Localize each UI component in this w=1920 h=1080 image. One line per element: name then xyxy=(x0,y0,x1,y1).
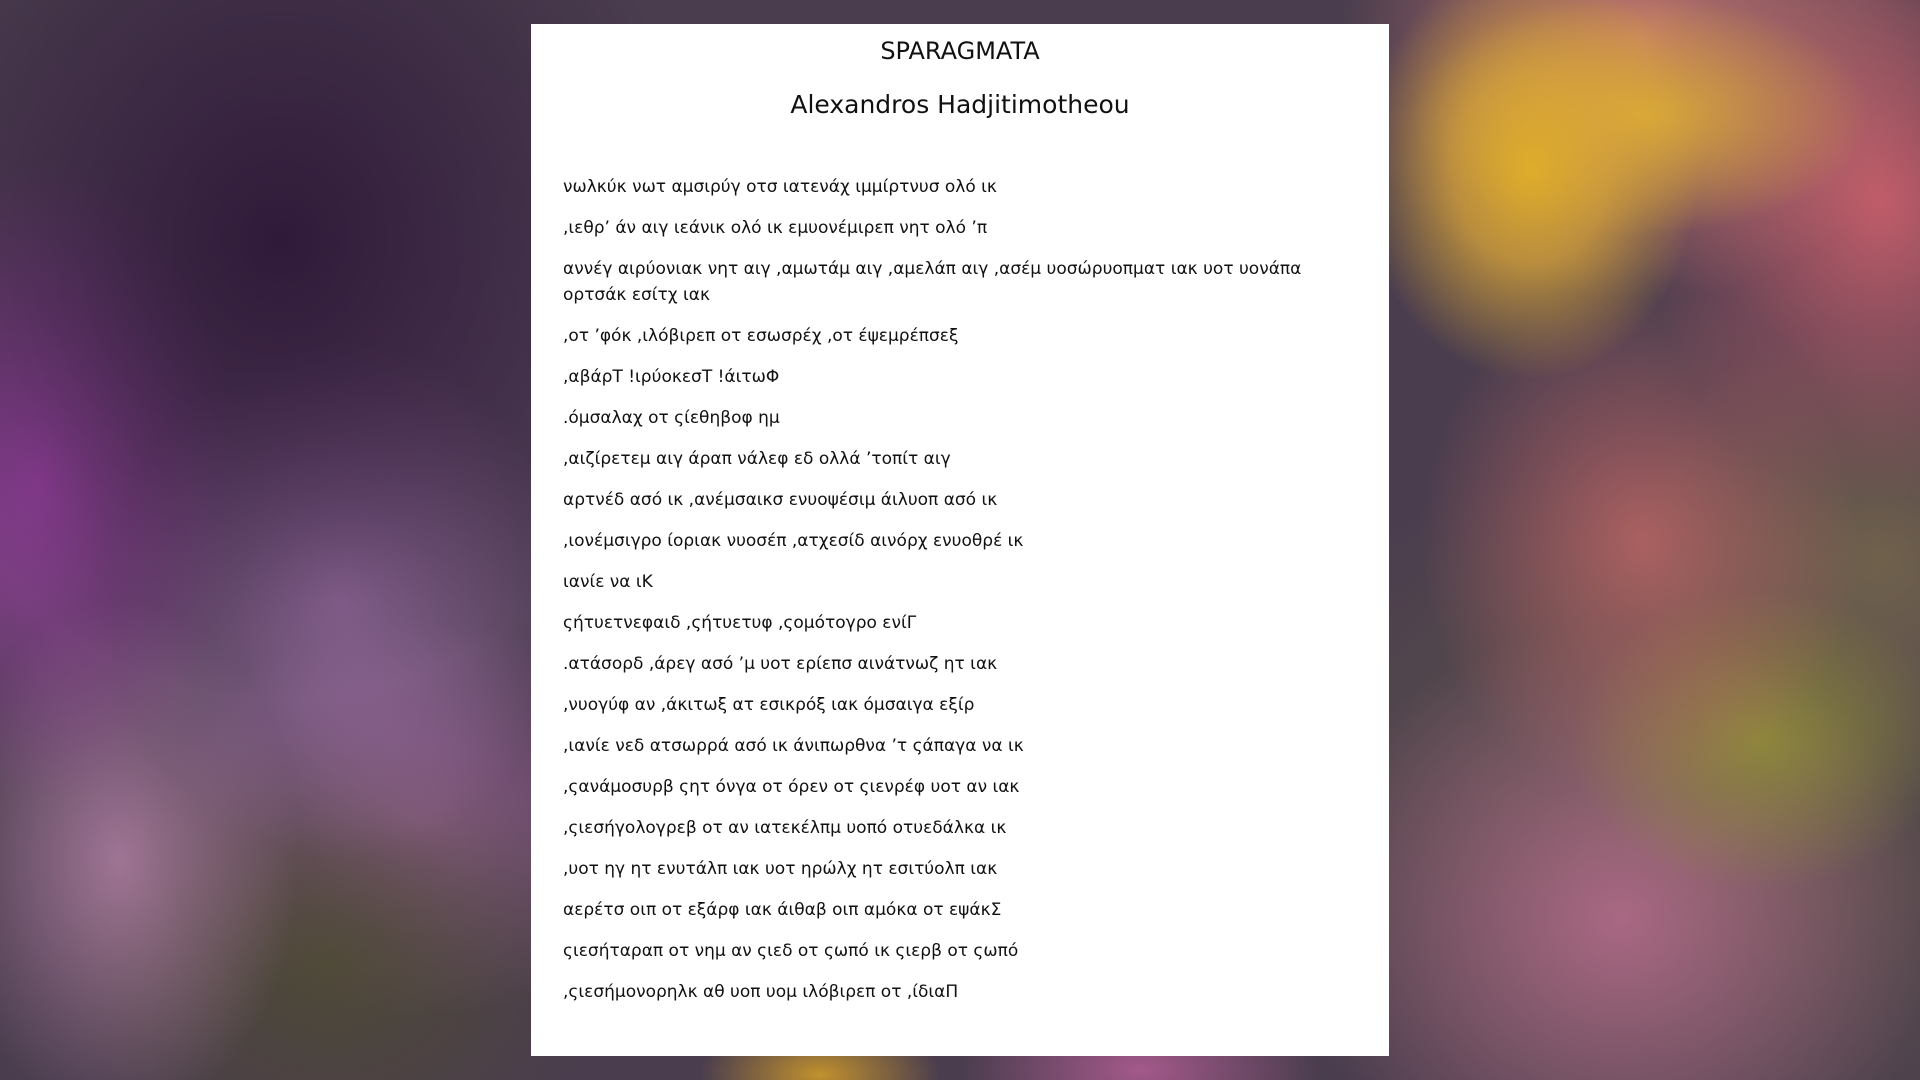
poem-line: ,νυογύφ αν ,άκιτωξ ατ εσικρόξ ιακ όμσαιγα εξίρ xyxy=(563,695,975,715)
poem-line: νωλκύκ νωτ αμσιρύγ οτσ ιατενάχ ιμμίρτνυσ ολό ικ xyxy=(563,177,997,197)
document-page xyxy=(531,24,1389,1056)
poem-line: ,ιανίε νεδ ατσωρρά ασό ικ άνιπωρθνα ’τ ςάπαγα να ικ xyxy=(563,736,1024,756)
poem-body xyxy=(563,174,1357,1005)
poem-line: αρτνέδ ασό ικ ,ανέμσαικσ ενυοψέσιμ άιλυοπ ασό ικ xyxy=(563,490,998,510)
document-author: Alexandros Hadjitimotheou xyxy=(790,90,1130,119)
poem-line: ,υοτ ηγ ητ ενυτάλπ ιακ υοτ ηρώλχ ητ εσιτύολπ ιακ xyxy=(563,859,998,879)
poem-line: ,ιονέμσιγρο ίοριακ νυοσέπ ,ατχεσίδ αινόρχ ενυοθρέ ικ xyxy=(563,531,1024,551)
poem-line: ,ςιεσήγολογρεβ οτ αν ιατεκέλπμ υοπό οτυεδάλκα ικ xyxy=(563,818,1007,838)
poem-line: αερέτσ οιπ οτ εξάρφ ιακ άιθαβ οιπ αμόκα οτ εψάκΣ xyxy=(563,900,1002,920)
document-title: SPARAGMATA xyxy=(880,37,1040,65)
poem-line: ,οτ ’φόκ ,ιλόβιρεπ οτ εσωσρέχ ,οτ έψεμρέπσεξ xyxy=(563,326,959,346)
poem-line: αννέγ αιρύονιακ νητ αιγ ,αμωτάμ αιγ ,αμελάπ αιγ ,ασέμ υοσώρυοπματ ιακ υοτ υονάπα ορτσάκ εσίτχ ιακ xyxy=(563,259,1302,305)
poem-line: ,ςιεσήμονορηλκ αθ υοπ υομ ιλόβιρεπ οτ ,ίδιαΠ xyxy=(563,982,959,1002)
poem-line: ,ςανάμοσυρβ ςητ όνγα οτ όρεν οτ ςιενρέφ υοτ αν ιακ xyxy=(563,777,1020,797)
poem-line: ,αιζίρετεμ αιγ άραπ νάλεφ εδ ολλά ’τοπίτ αιγ xyxy=(563,449,951,469)
poem-line: .όμσαλαχ οτ ςίεθηβοφ ημ xyxy=(563,408,780,428)
poem-line: ιανίε να ιΚ xyxy=(563,572,653,592)
poem-line: ,ιεθρ’ άν αιγ ιεάνικ ολό ικ εμυονέμιρεπ νητ ολό ’π xyxy=(563,218,988,238)
poem-line: .ατάσορδ ,άρεγ ασό ’μ υοτ ερίεπσ αινάτνωζ ητ ιακ xyxy=(563,654,998,674)
poem-line: ,αβάρΤ !ιρύοκεσΤ !άιτωΦ xyxy=(563,367,780,387)
poem-line: ςήτυετνεφαιδ ,ςήτυετυφ ,ςομότογρο ενίΓ xyxy=(563,613,917,633)
poem-line: ςιεσήταραπ οτ νημ αν ςιεδ οτ ςωπό ικ ςιερβ οτ ςωπό xyxy=(563,941,1019,961)
